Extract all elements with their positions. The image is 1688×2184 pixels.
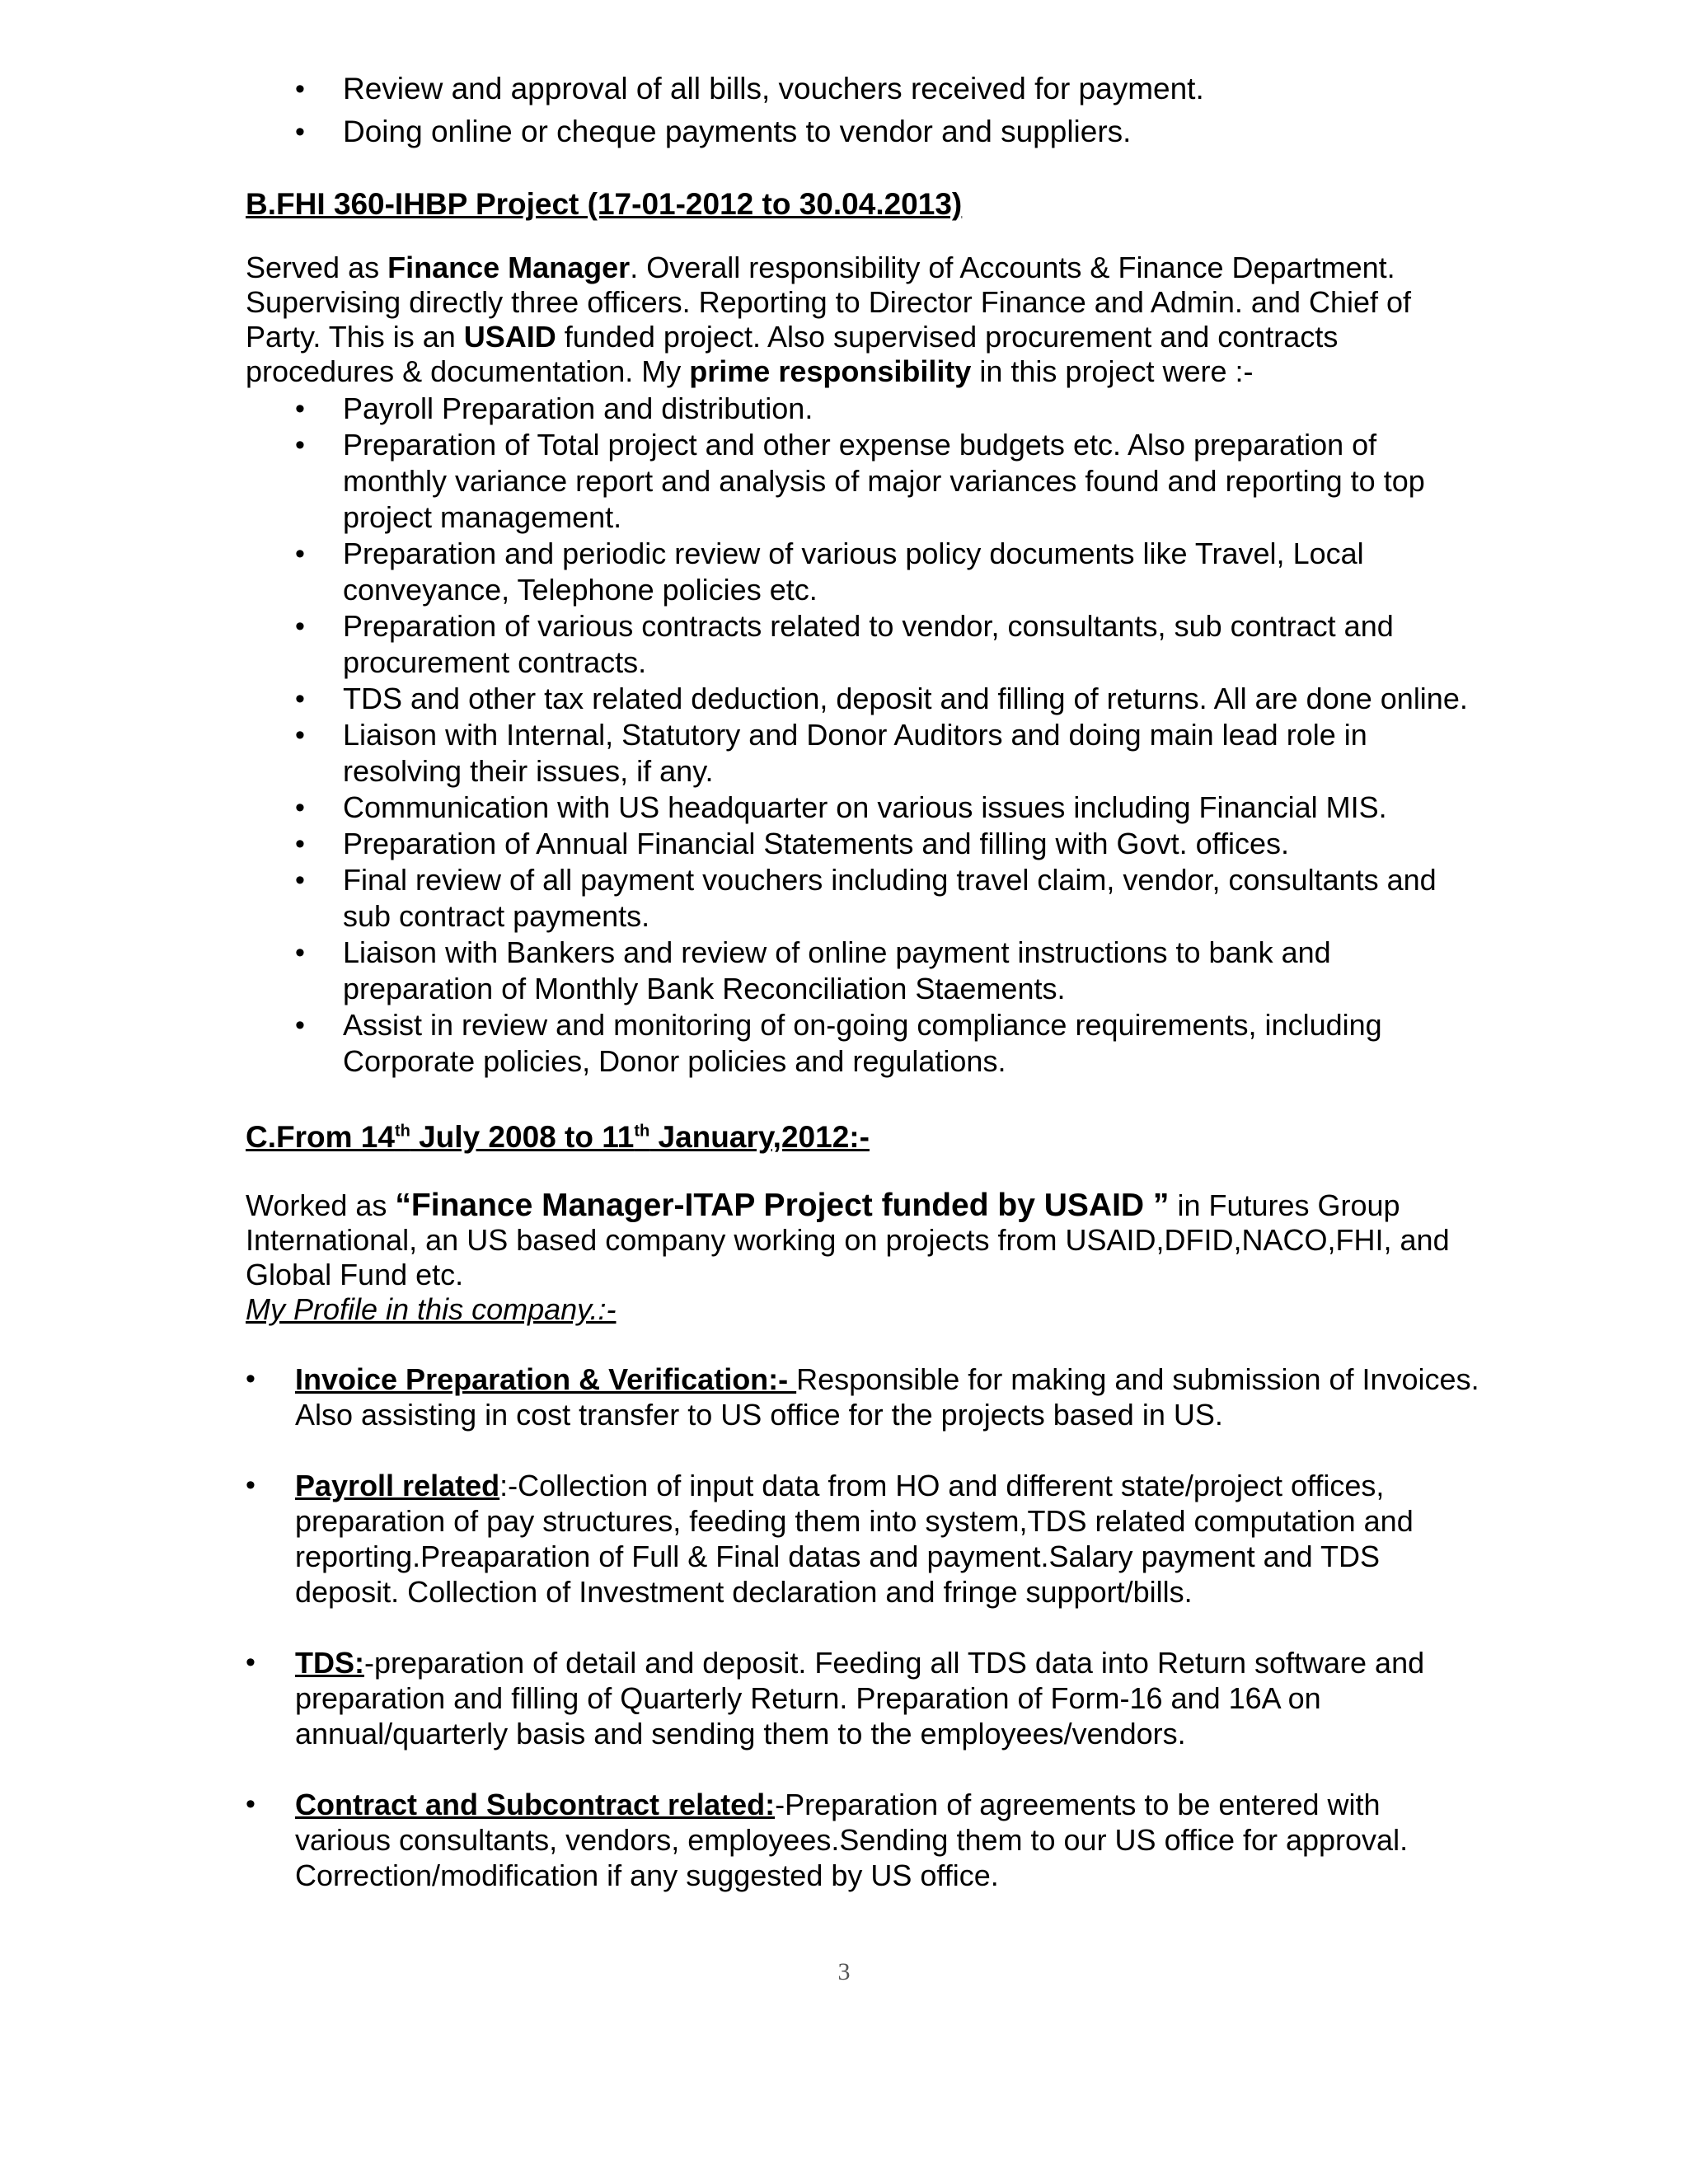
list-item: • Liaison with Internal, Statutory and Donor Auditors and doing main lead role in resolving their issues, if any. [246,717,1482,790]
role-text: Finance Manager [387,251,631,284]
section-c-intro [246,1188,1482,1292]
heading-text: January,2012:- [649,1120,870,1154]
list-item [246,1645,1482,1751]
section-c-item-list [246,1361,1482,1893]
heading-text: C.From 14 [246,1120,395,1154]
list-item: • Payroll Preparation and distribution. [246,391,1482,427]
heading-text: July 2008 to 11 [410,1120,635,1154]
item-label: Invoice Preparation & Verification:- [295,1362,797,1396]
list-item: • Liaison with Bankers and review of online payment instructions to bank and preparation of Monthly Bank Reconciliation Staements. [246,935,1482,1007]
job-title-text: “Finance Manager-ITAP Project funded by USAID ” [395,1188,1170,1223]
intro-text: . Overall responsibility of Accounts & Finance Department. Supervising directly three officers. Reporting to Director Finance and Admin. and Chief of Party. This is an [246,251,1412,354]
list-item: • Doing online or cheque payments to vendor and suppliers. [246,110,1482,153]
section-b-heading: B.FHI 360-IHBP Project (17-01-2012 to 30.04.2013) [246,187,963,221]
list-item: • Communication with US headquarter on various issues including Financial MIS. [246,790,1482,826]
item-text: Responsible for making and submission of Invoices. Also assisting in cost transfer to US office for the projects based in US. [295,1362,1479,1432]
item-label: TDS: [295,1646,364,1680]
page-number: 3 [837,1958,851,1985]
item-text: -Preparation of agreements to be entered with various consultants, vendors, employees.Sending them to our US office for approval. Correction/modification if any suggested by US office. [295,1788,1409,1892]
list-item: • TDS and other tax related deduction, deposit and filling of returns. All are done online. [246,681,1482,717]
item-text: -preparation of detail and deposit. Feeding all TDS data into Return software and preparation and filling of Quarterly Return. Preparation of Form-16 and 16A on annual/quarterly basis and sending them to the employees/vendors. [295,1646,1425,1750]
prime-text: prime responsibility [689,354,972,388]
list-item: • Preparation of Total project and other expense budgets etc. Also preparation of monthly variance report and analysis of major variances found and reporting to top project management. [246,427,1482,536]
list-item: • Preparation and periodic review of various policy documents like Travel, Local conveyance, Telephone policies etc. [246,536,1482,608]
top-bullet-list [246,68,1482,153]
funder-text: USAID [463,320,556,354]
intro-text: funded project. Also supervised procurement and contracts procedures & documentation. My [246,320,1339,388]
section-c-heading [246,1116,1482,1159]
item-label: Contract and Subcontract related: [295,1788,776,1821]
heading-superscript: th [394,1122,410,1141]
list-item: • Final review of all payment vouchers including travel claim, vendor, consultants and sub contract payments. [246,862,1482,935]
item-text: :-Collection of input data from HO and different state/project offices, preparation of pay structures, feeding them into system,TDS related computation and reporting.Preaparation of Full & Final datas and payment.Salary payment and TDS deposit. Collection of Investment declaration and fringe support/bills. [295,1469,1414,1609]
heading-superscript: th [634,1122,650,1141]
intro-text: in Futures Group International, an US based company working on projects from USAID,DFID,NACO,FHI, and Global Fund etc. [246,1188,1450,1291]
list-item: • Preparation of Annual Financial Statements and filling with Govt. offices. [246,826,1482,862]
list-item: • Assist in review and monitoring of on-going compliance requirements, including Corporate policies, Donor policies and regulations. [246,1007,1482,1080]
list-item [246,1361,1482,1432]
list-item [246,1787,1482,1893]
page-content [246,68,1482,1929]
list-item: • Review and approval of all bills, vouchers received for payment. [246,68,1482,110]
section-b-bullet-list [246,391,1482,1080]
list-item [246,1468,1482,1610]
intro-text: Served as [246,251,388,284]
intro-text: Worked as [246,1188,396,1222]
list-item: • Preparation of various contracts related to vendor, consultants, sub contract and procurement contracts. [246,608,1482,681]
intro-text: in this project were :- [971,354,1254,388]
section-b-intro [246,251,1482,389]
profile-label: My Profile in this company.:- [246,1292,617,1326]
item-label: Payroll related [295,1469,500,1502]
